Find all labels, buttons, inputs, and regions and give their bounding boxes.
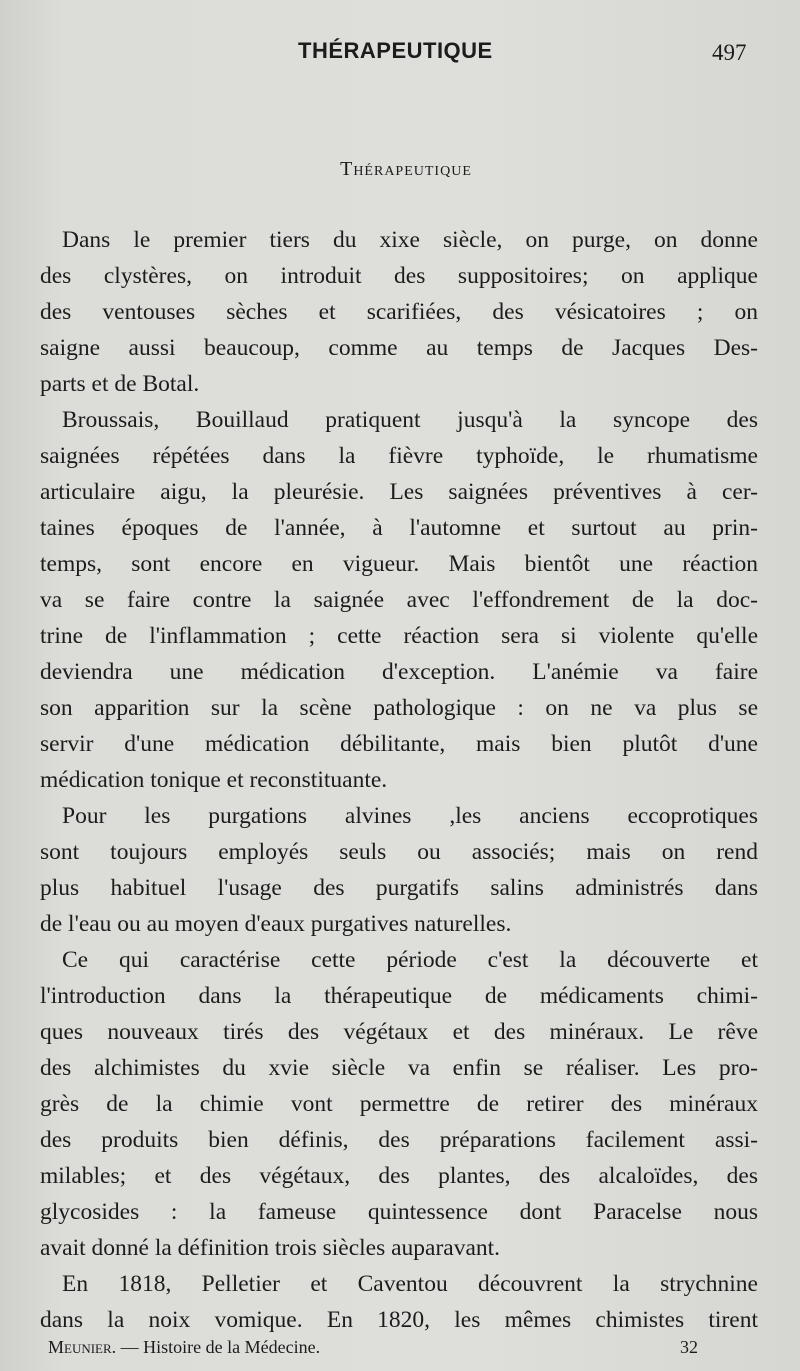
text-line: glycosides : la fameuse quintessence dont Paracelse nous [40, 1199, 758, 1225]
text-line: l'introduction dans la thérapeutique de médicaments chimi- [40, 983, 758, 1009]
text-line: En 1818, Pelletier et Caventou découvrent la strychnine [62, 1271, 758, 1297]
text-line: milables; et des végétaux, des plantes, des alcaloïdes, des [40, 1163, 758, 1189]
text-line: des ventouses sèches et scarifiées, des vésicatoires ; on [40, 299, 758, 325]
paragraph-5 [40, 1266, 758, 1338]
text-line: servir d'une médication débilitante, mais bien plutôt d'une [40, 731, 758, 757]
text-line: son apparition sur la scène pathologique : on ne va plus se [40, 695, 758, 721]
text-line: Broussais, Bouillaud pratiquent jusqu'à la syncope des [62, 407, 758, 433]
text-line: taines époques de l'année, à l'automne et surtout au prin- [40, 515, 758, 541]
text-line: médication tonique et reconstituante. [40, 767, 388, 793]
text-line: dans la noix vomique. En 1820, les mêmes chimistes tirent [40, 1307, 758, 1333]
text-line: des clystères, on introduit des suppositoires; on applique [40, 263, 758, 289]
paragraph-1 [40, 222, 758, 402]
text-line: sont toujours employés seuls ou associés; mais on rend [40, 839, 758, 865]
footer-author: Meunier. [48, 1337, 117, 1357]
footer-citation [48, 1337, 320, 1358]
text-line: Dans le premier tiers du xixe siècle, on purge, on donne [62, 227, 758, 253]
section-heading: Thérapeutique [340, 158, 472, 180]
footer-book-title: — Histoire de la Médecine. [120, 1337, 321, 1357]
text-line: avait donné la définition trois siècles auparavant. [40, 1235, 501, 1261]
footer-signature: 32 [680, 1337, 698, 1357]
running-header [0, 38, 800, 70]
running-title: THÉRAPEUTIQUE [298, 38, 493, 63]
text-line: temps, sont encore en vigueur. Mais bientôt une réaction [40, 551, 758, 577]
paragraph-4 [40, 942, 758, 1266]
text-line: va se faire contre la saignée avec l'effondrement de la doc- [40, 587, 758, 613]
text-line: Ce qui caractérise cette période c'est la découverte et [62, 947, 758, 973]
text-line: trine de l'inflammation ; cette réaction sera si violente qu'elle [40, 623, 758, 649]
text-line: parts et de Botal. [40, 371, 200, 397]
page-number: 497 [712, 40, 747, 65]
text-line: saigne aussi beaucoup, comme au temps de Jacques Des- [40, 335, 758, 361]
text-line: plus habituel l'usage des purgatifs salins administrés dans [40, 875, 758, 901]
text-line: saignées répétées dans la fièvre typhoïde, le rhumatisme [40, 443, 758, 469]
body-text [40, 222, 758, 1338]
paragraph-3 [40, 798, 758, 942]
text-line: de l'eau ou au moyen d'eaux purgatives naturelles. [40, 911, 512, 937]
text-line: des produits bien définis, des préparations facilement assi- [40, 1127, 758, 1153]
text-line: Pour les purgations alvines ,les anciens eccoprotiques [62, 803, 758, 829]
paragraph-2 [40, 402, 758, 798]
text-line: articulaire aigu, la pleurésie. Les saignées préventives à cer- [40, 479, 758, 505]
text-line: deviendra une médication d'exception. L'anémie va faire [40, 659, 758, 685]
text-line: ques nouveaux tirés des végétaux et des minéraux. Le rêve [40, 1019, 758, 1045]
text-line: des alchimistes du xvie siècle va enfin se réaliser. Les pro- [40, 1055, 758, 1081]
page-footer [0, 1337, 800, 1363]
text-line: grès de la chimie vont permettre de retirer des minéraux [40, 1091, 758, 1117]
